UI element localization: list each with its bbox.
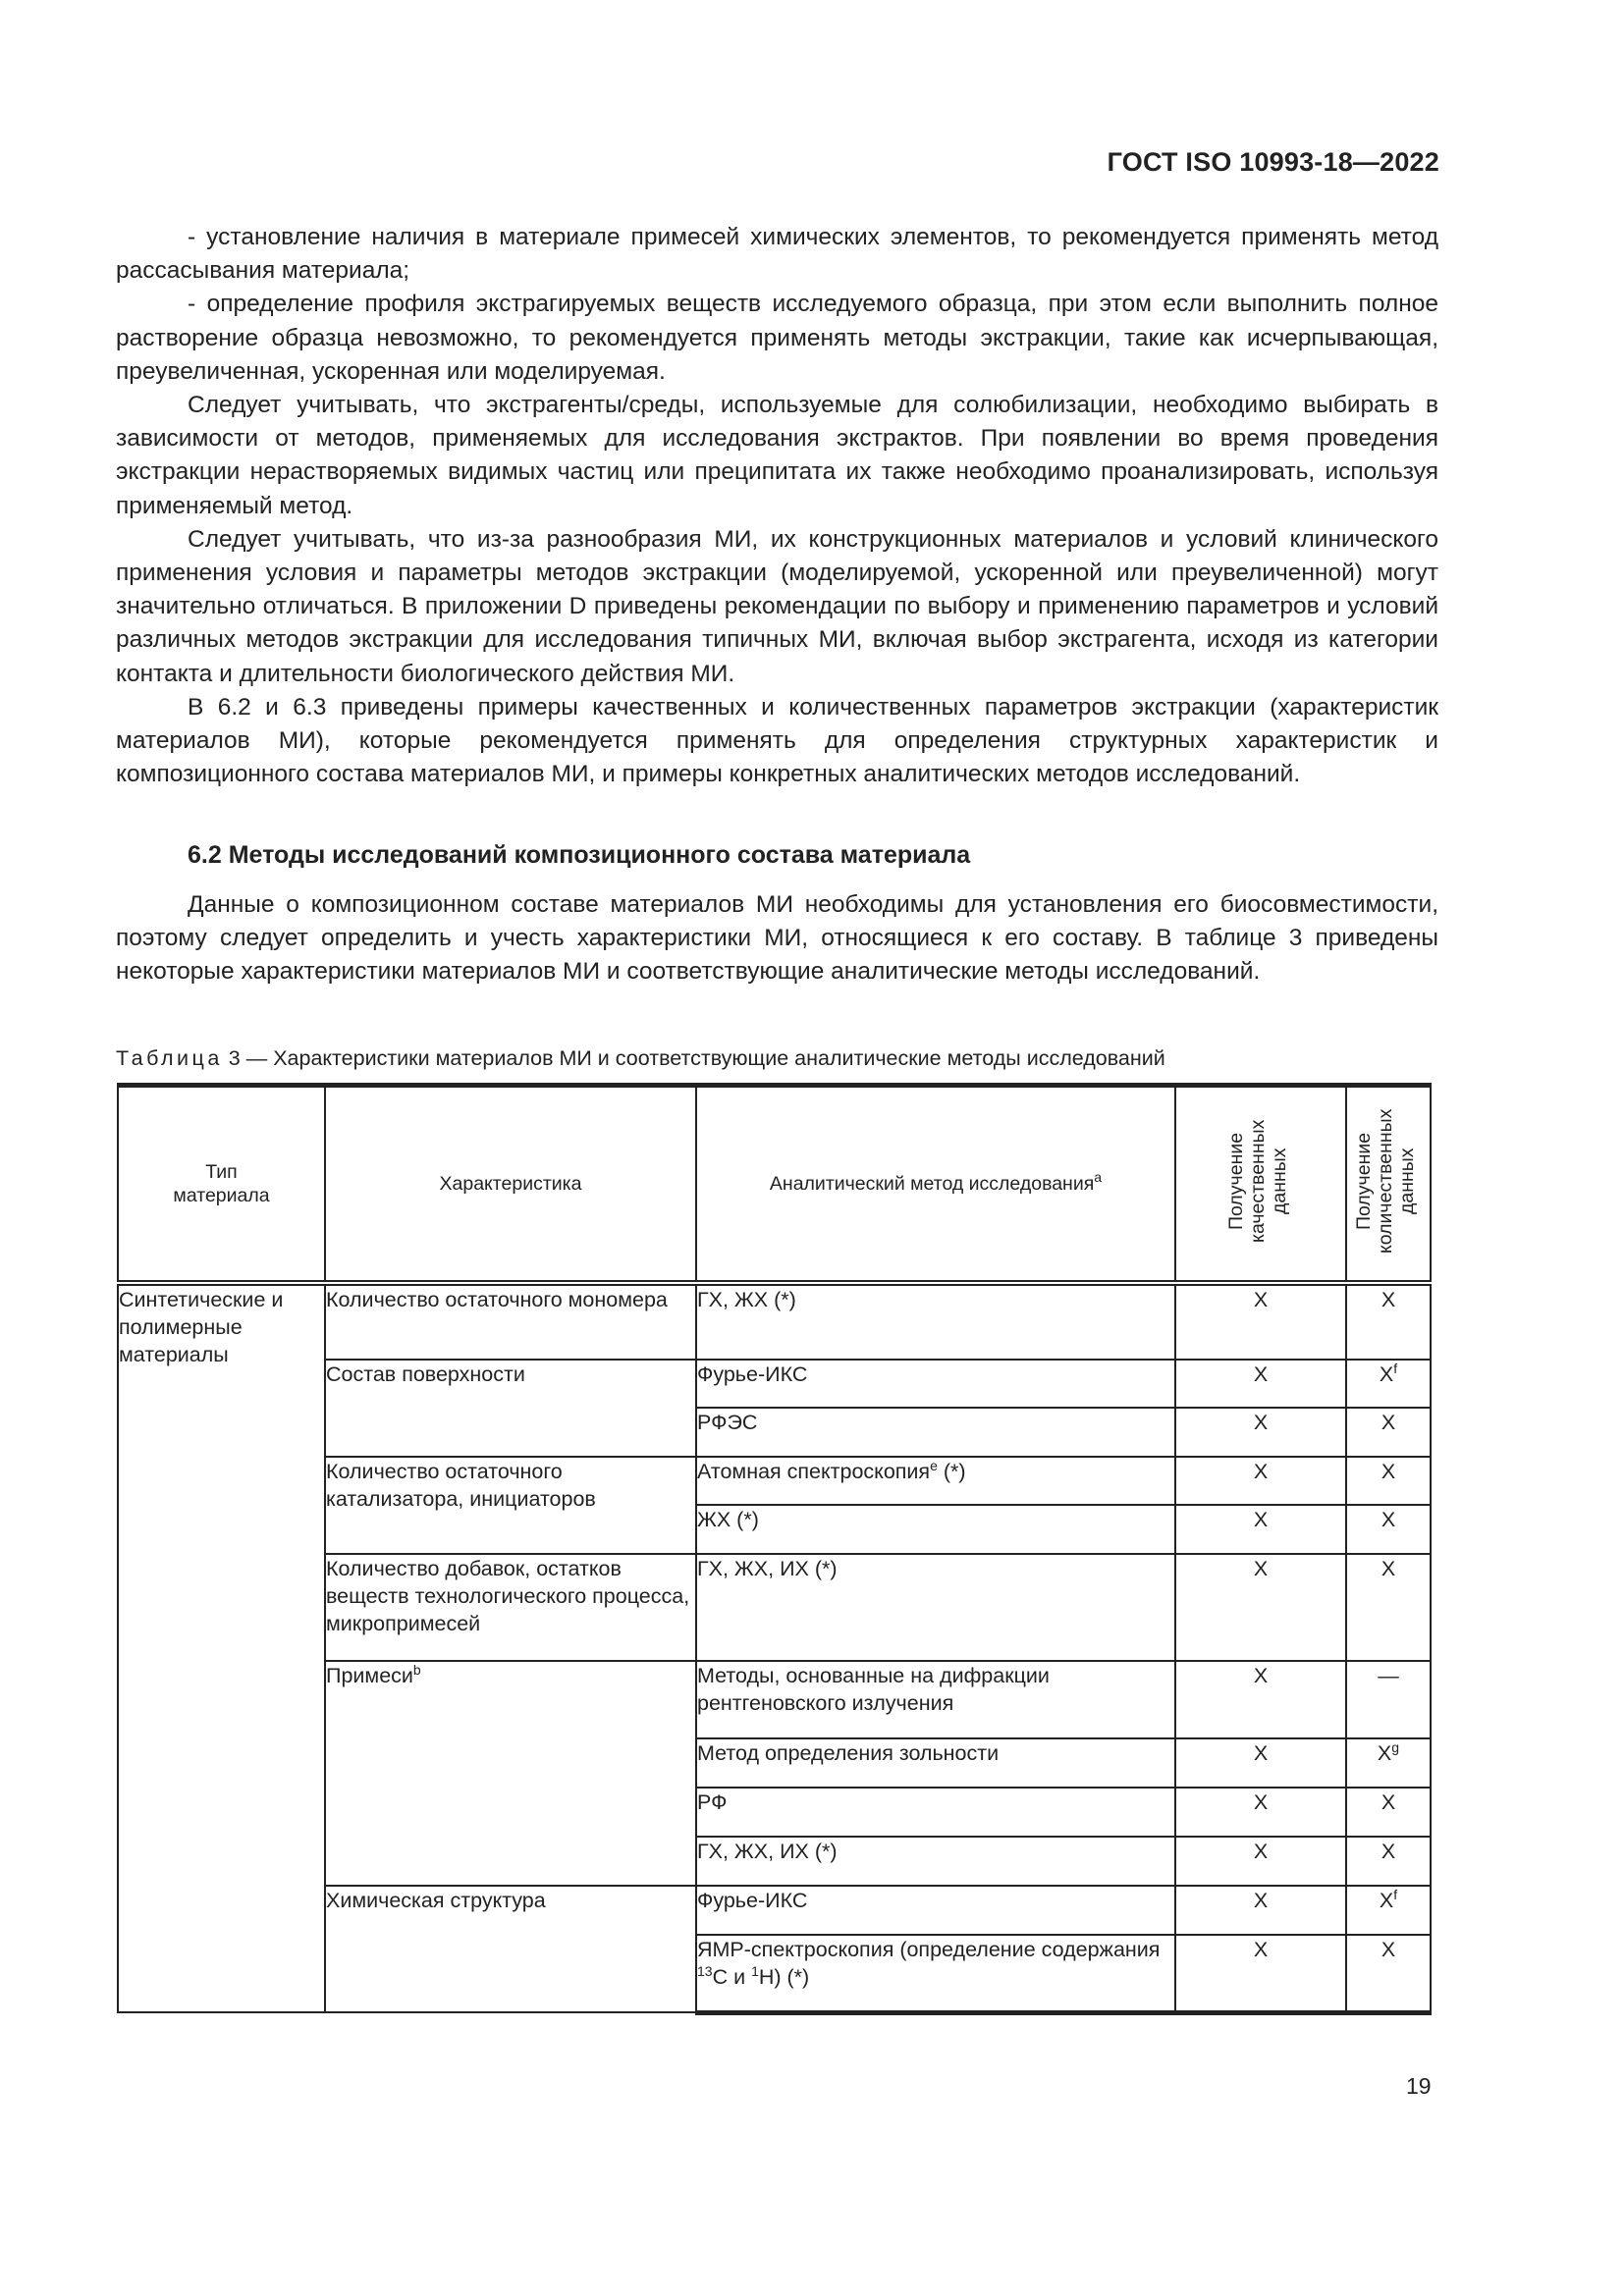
- qualitative-mark: X: [1175, 1283, 1346, 1360]
- method-cell: Фурье-ИКС: [696, 1360, 1175, 1408]
- caption-label: Таблица: [116, 1046, 223, 1070]
- method-cell: ЯМР-спектроскопия (определение содержания $^{13}$C и $^1$H) (*): [696, 1935, 1175, 2012]
- quantitative-mark: X: [1346, 1408, 1431, 1457]
- method-cell: Методы, основанные на дифракции рентгеновского излучения: [696, 1661, 1175, 1738]
- method-cell: РФЭС: [696, 1408, 1175, 1457]
- table-caption: [116, 1046, 1165, 1071]
- section-text: [116, 888, 1438, 989]
- quantitative-mark: X: [1346, 1283, 1431, 1360]
- quantitative-mark: X: [1346, 1554, 1431, 1661]
- body-text: [116, 221, 1438, 791]
- quantitative-mark: X: [1346, 1457, 1431, 1505]
- paragraph: Данные о композиционном составе материалов МИ необходимы для установления его биосовместимости, поэтому следует определить и учесть характеристики МИ, относящиеся к его составу. В таблице 3 приведены некоторые характеристики материалов МИ и соответствующие аналитические методы исследований.: [116, 891, 1438, 986]
- method-cell: ГХ, ЖХ, ИХ (*): [696, 1837, 1175, 1886]
- method-cell: ЖХ (*): [696, 1505, 1175, 1554]
- table-3: [117, 1083, 1432, 2015]
- qualitative-mark: X: [1175, 1886, 1346, 1935]
- header-characteristic: Характеристика: [325, 1086, 696, 1284]
- quantitative-mark: X: [1346, 1935, 1431, 2012]
- method-cell: ГХ, ЖХ (*): [696, 1283, 1175, 1360]
- quantitative-mark: $X^f$: [1346, 1886, 1431, 1935]
- paragraph: Следует учитывать, что из-за разнообразия МИ, их конструкционных материалов и условий клинического применения условия и параметры методов экстракции (моделируемой, ускоренной или преувеличенной) могут значительно отличаться. В приложении D приведены рекомендации по выбору и применению параметров и условий различных методов экстракции для исследования типичных МИ, включая выбор экстрагента, исходя из категории контакта и длительности биологического действия МИ.: [116, 525, 1438, 687]
- characteristic-cell: Количество остаточного катализатора, инициаторов: [325, 1457, 696, 1554]
- qualitative-mark: X: [1175, 1837, 1346, 1886]
- characteristic-cell: Примеси$^b$: [325, 1661, 696, 1886]
- document-code: ГОСТ ISO 10993-18—2022: [1107, 147, 1439, 177]
- method-cell: Фурье-ИКС: [696, 1886, 1175, 1935]
- paragraph: Следует учитывать, что экстрагенты/среды, используемые для солюбилизации, необходимо выбирать в зависимости от методов, применяемых для исследования экстрактов. При появлении во время проведения экстракции нерастворяемых видимых частиц или преципитата их также необходимо проанализировать, используя применяемый метод.: [116, 392, 1438, 519]
- method-cell: ГХ, ЖХ, ИХ (*): [696, 1554, 1175, 1661]
- header-quantitative: Получение количественных данных: [1346, 1086, 1431, 1284]
- quantitative-mark: $X^g$: [1346, 1738, 1431, 1788]
- page-number: 19: [1406, 2073, 1432, 2099]
- header-material-type: Тип материала: [118, 1086, 325, 1284]
- characteristic-cell: Состав поверхности: [325, 1360, 696, 1457]
- method-cell: Метод определения зольности: [696, 1738, 1175, 1788]
- qualitative-mark: X: [1175, 1554, 1346, 1661]
- material-type-cell: Синтетические и полимерные материалы: [118, 1283, 325, 2012]
- paragraph: В 6.2 и 6.3 приведены примеры качественных и количественных параметров экстракции (характеристик материалов МИ), которые рекомендуется применять для определения структурных характеристик и композиционного состава материалов МИ, и примеры конкретных аналитических методов исследований.: [116, 693, 1438, 788]
- table-row: [118, 1283, 1431, 1360]
- section-heading: 6.2 Методы исследований композиционного состава материала: [188, 841, 971, 869]
- characteristic-cell: Количество добавок, остатков веществ технологического процесса, микропримесей: [325, 1554, 696, 1661]
- qualitative-mark: X: [1175, 1408, 1346, 1457]
- paragraph: - установление наличия в материале примесей химических элементов, то рекомендуется применять метод рассасывания материала;: [116, 224, 1438, 285]
- qualitative-mark: X: [1175, 1661, 1346, 1738]
- method-cell: Атомная спектроскопия$^e$ (*): [696, 1457, 1175, 1505]
- paragraph: - определение профиля экстрагируемых веществ исследуемого образца, при этом если выполнить полное растворение образца невозможно, то рекомендуется применять методы экстракции, такие как исчерпывающая, преувеличенная, ускоренная или моделируемая.: [116, 291, 1438, 385]
- header-qualitative: Получение качественных данных: [1175, 1086, 1346, 1284]
- qualitative-mark: X: [1175, 1788, 1346, 1837]
- qualitative-mark: X: [1175, 1505, 1346, 1554]
- qualitative-mark: X: [1175, 1360, 1346, 1408]
- qualitative-mark: X: [1175, 1457, 1346, 1505]
- quantitative-mark: —: [1346, 1661, 1431, 1738]
- caption-text: 3 — Характеристики материалов МИ и соответствующие аналитические методы исследований: [222, 1046, 1165, 1070]
- quantitative-mark: X: [1346, 1837, 1431, 1886]
- quantitative-mark: X: [1346, 1788, 1431, 1837]
- header-method: Аналитический метод исследования$^a$: [696, 1086, 1175, 1284]
- quantitative-mark: $X^f$: [1346, 1360, 1431, 1408]
- qualitative-mark: X: [1175, 1738, 1346, 1788]
- table-header-row: [118, 1086, 1431, 1284]
- quantitative-mark: X: [1346, 1505, 1431, 1554]
- qualitative-mark: X: [1175, 1935, 1346, 2012]
- characteristic-cell: Количество остаточного мономера: [325, 1283, 696, 1360]
- characteristic-cell: Химическая структура: [325, 1886, 696, 2012]
- method-cell: РФ: [696, 1788, 1175, 1837]
